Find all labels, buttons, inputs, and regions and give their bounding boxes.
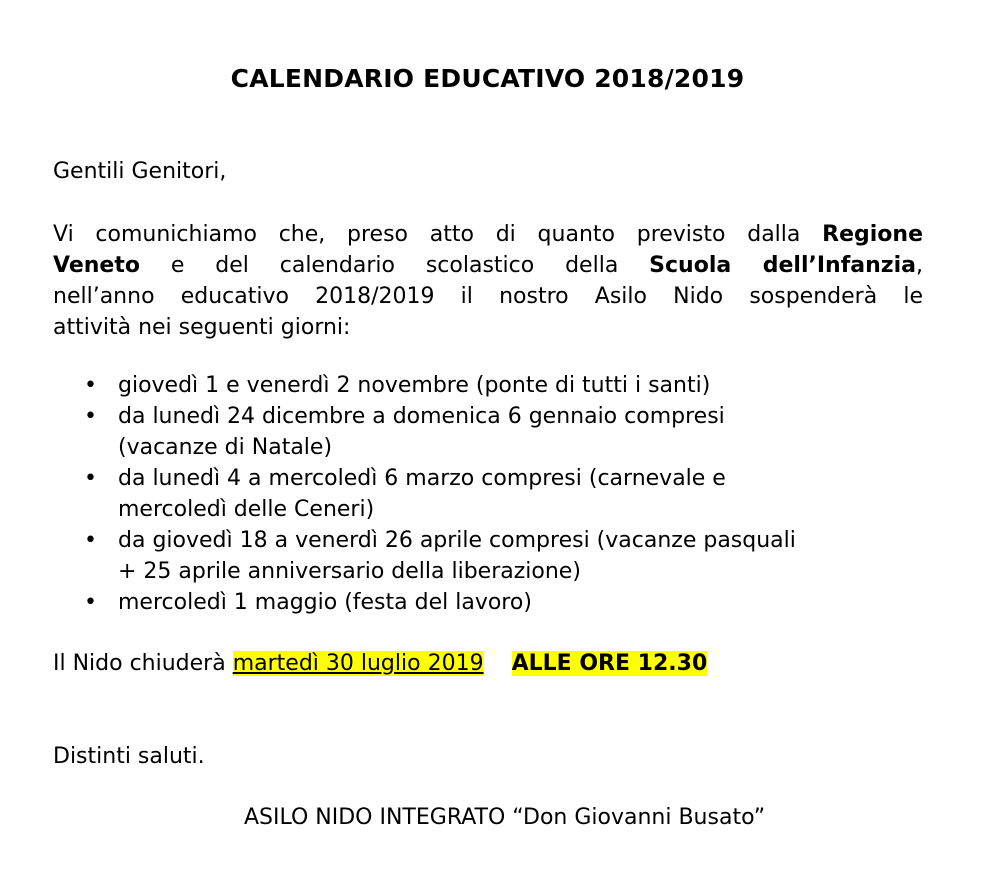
region-name-part2: Veneto <box>53 253 140 278</box>
intro-paragraph <box>53 219 923 343</box>
list-item <box>80 463 910 525</box>
intro-line-2 <box>53 250 923 281</box>
list-item-text: da giovedì 18 a venerdì 26 aprile compresi (vacanze pasquali <box>118 528 796 553</box>
greeting: Gentili Genitori, <box>53 159 227 184</box>
intro-text: e del calendario scolastico della <box>139 253 650 278</box>
closing-notice <box>53 648 707 679</box>
bullet-icon: • <box>84 590 97 615</box>
bullet-icon: • <box>84 404 97 429</box>
intro-line-1 <box>53 219 923 250</box>
intro-line-3: nell’anno educativo 2018/2019 il nostro Asilo Nido sospenderà le <box>53 284 923 309</box>
intro-line-4: attività nei seguenti giorni: <box>53 315 351 340</box>
school-name: Scuola dell’Infanzia <box>649 253 916 278</box>
list-item-text-cont: (vacanze di Natale) <box>118 435 333 460</box>
list-item-text: da lunedì 4 a mercoledì 6 marzo compresi (carnevale e <box>118 466 726 491</box>
list-item-text: da lunedì 24 dicembre a domenica 6 gennaio compresi <box>118 404 725 429</box>
closure-days-list <box>80 370 910 618</box>
list-item <box>80 525 910 587</box>
bullet-icon: • <box>84 528 97 553</box>
list-item <box>80 370 910 401</box>
closing-time: ALLE ORE 12.30 <box>511 651 708 676</box>
intro-text: , <box>916 253 923 278</box>
region-name-part1: Regione <box>822 222 923 247</box>
closing-prefix: Il Nido chiuderà <box>53 651 233 676</box>
list-item-text-cont: mercoledì delle Ceneri) <box>118 497 375 522</box>
intro-text: Vi comunichiamo che, preso atto di quanto previsto dalla <box>53 222 823 247</box>
list-item <box>80 587 910 618</box>
document-title: CALENDARIO EDUCATIVO 2018/2019 <box>230 64 745 93</box>
regards: Distinti saluti. <box>53 744 205 769</box>
list-item-text-cont: + 25 aprile anniversario della liberazione) <box>118 559 581 584</box>
list-item <box>80 401 910 463</box>
bullet-icon: • <box>84 466 97 491</box>
list-item-text: mercoledì 1 maggio (festa del lavoro) <box>118 590 532 615</box>
list-item-text: giovedì 1 e venerdì 2 novembre (ponte di tutti i santi) <box>118 373 711 398</box>
signature: ASILO NIDO INTEGRATO “Don Giovanni Busato” <box>244 805 766 830</box>
closing-date: martedì 30 luglio 2019 <box>232 651 484 676</box>
bullet-icon: • <box>84 373 97 398</box>
